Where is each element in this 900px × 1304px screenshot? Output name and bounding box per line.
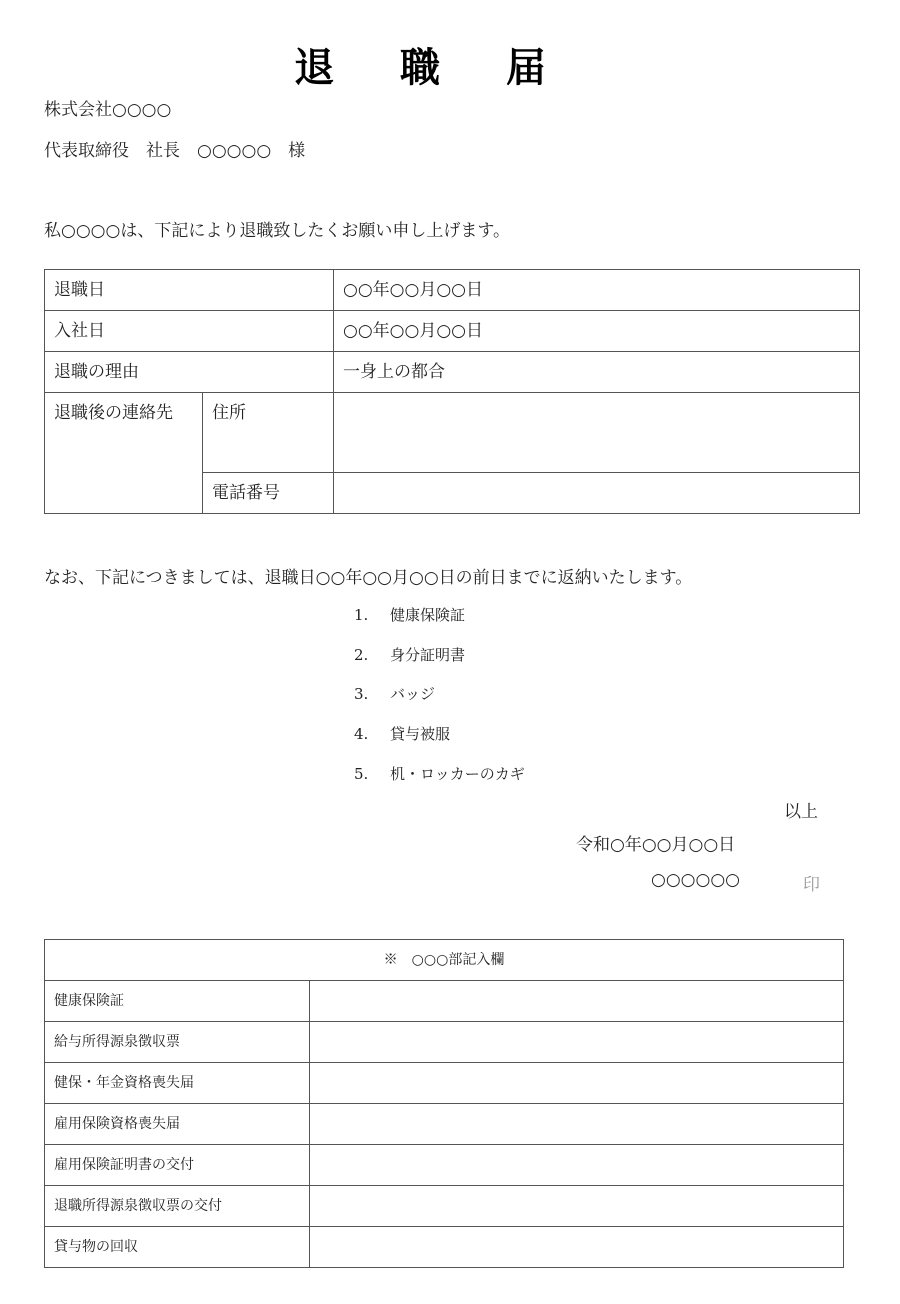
office-use-table <box>44 939 844 1268</box>
table-row <box>45 1145 844 1186</box>
row-label: 雇用保険証明書の交付 <box>45 1145 310 1186</box>
row-label: 入社日 <box>45 311 334 352</box>
table-row <box>45 1063 844 1104</box>
list-item <box>354 723 450 744</box>
row-value[interactable]: ○○年○○月○○日 <box>334 270 860 311</box>
return-note: なお、下記につきましては、退職日○○年○○月○○日の前日までに返納いたします。 <box>44 568 693 588</box>
table-row <box>45 1186 844 1227</box>
item-number: 5. <box>354 765 369 783</box>
row-value[interactable] <box>310 1022 844 1063</box>
row-value[interactable] <box>310 1186 844 1227</box>
row-value[interactable] <box>310 1145 844 1186</box>
table-row <box>45 1104 844 1145</box>
row-label: 貸与物の回収 <box>45 1227 310 1268</box>
item-label: 貸与被服 <box>390 725 451 743</box>
details-table <box>44 269 860 514</box>
table-row <box>45 352 860 393</box>
row-label: 退職の理由 <box>45 352 334 393</box>
list-item <box>354 644 465 665</box>
phone-label: 電話番号 <box>203 473 334 514</box>
table-row <box>45 311 860 352</box>
address-label: 住所 <box>203 393 334 473</box>
item-number: 2. <box>354 646 369 664</box>
item-number: 4. <box>354 725 369 743</box>
table-row <box>45 393 860 473</box>
item-label: 机・ロッカーのカギ <box>390 765 525 783</box>
closing-text: 以上 <box>784 802 818 822</box>
signer-name: ○○○○○○ <box>651 870 741 890</box>
row-value[interactable] <box>310 1104 844 1145</box>
seal-mark: 印 <box>803 875 820 895</box>
row-label: 退職日 <box>45 270 334 311</box>
table-row <box>45 1022 844 1063</box>
representative-name: 代表取締役 社長 ○○○○○ 様 <box>44 141 306 161</box>
item-label: 身分証明書 <box>390 646 466 664</box>
table-row <box>45 1227 844 1268</box>
contact-label: 退職後の連絡先 <box>45 393 203 514</box>
phone-value[interactable] <box>334 473 860 514</box>
row-value[interactable]: 一身上の都合 <box>334 352 860 393</box>
list-item <box>354 763 525 784</box>
row-label: 健保・年金資格喪失届 <box>45 1063 310 1104</box>
row-label: 給与所得源泉徴収票 <box>45 1022 310 1063</box>
intro-text: 私○○○○は、下記により退職致したくお願い申し上げます。 <box>44 221 510 241</box>
table-row <box>45 270 860 311</box>
item-label: 健康保険証 <box>390 606 466 624</box>
date-text: 令和○年○○月○○日 <box>576 835 736 855</box>
row-label: 退職所得源泉徴収票の交付 <box>45 1186 310 1227</box>
list-item <box>354 683 435 704</box>
row-label: 雇用保険資格喪失届 <box>45 1104 310 1145</box>
row-value[interactable] <box>310 981 844 1022</box>
row-label: 健康保険証 <box>45 981 310 1022</box>
table-header-row <box>45 940 844 981</box>
address-value[interactable] <box>334 393 860 473</box>
item-number: 3. <box>354 685 369 703</box>
row-value[interactable] <box>310 1227 844 1268</box>
office-table-header: ※ ○○○部記入欄 <box>45 940 844 981</box>
item-label: バッジ <box>390 685 436 703</box>
list-item <box>354 604 465 625</box>
document-title: 退 職 届 <box>294 44 572 91</box>
row-value[interactable] <box>310 1063 844 1104</box>
row-value[interactable]: ○○年○○月○○日 <box>334 311 860 352</box>
table-row <box>45 981 844 1022</box>
item-number: 1. <box>354 606 369 624</box>
company-name: 株式会社○○○○ <box>44 100 172 120</box>
